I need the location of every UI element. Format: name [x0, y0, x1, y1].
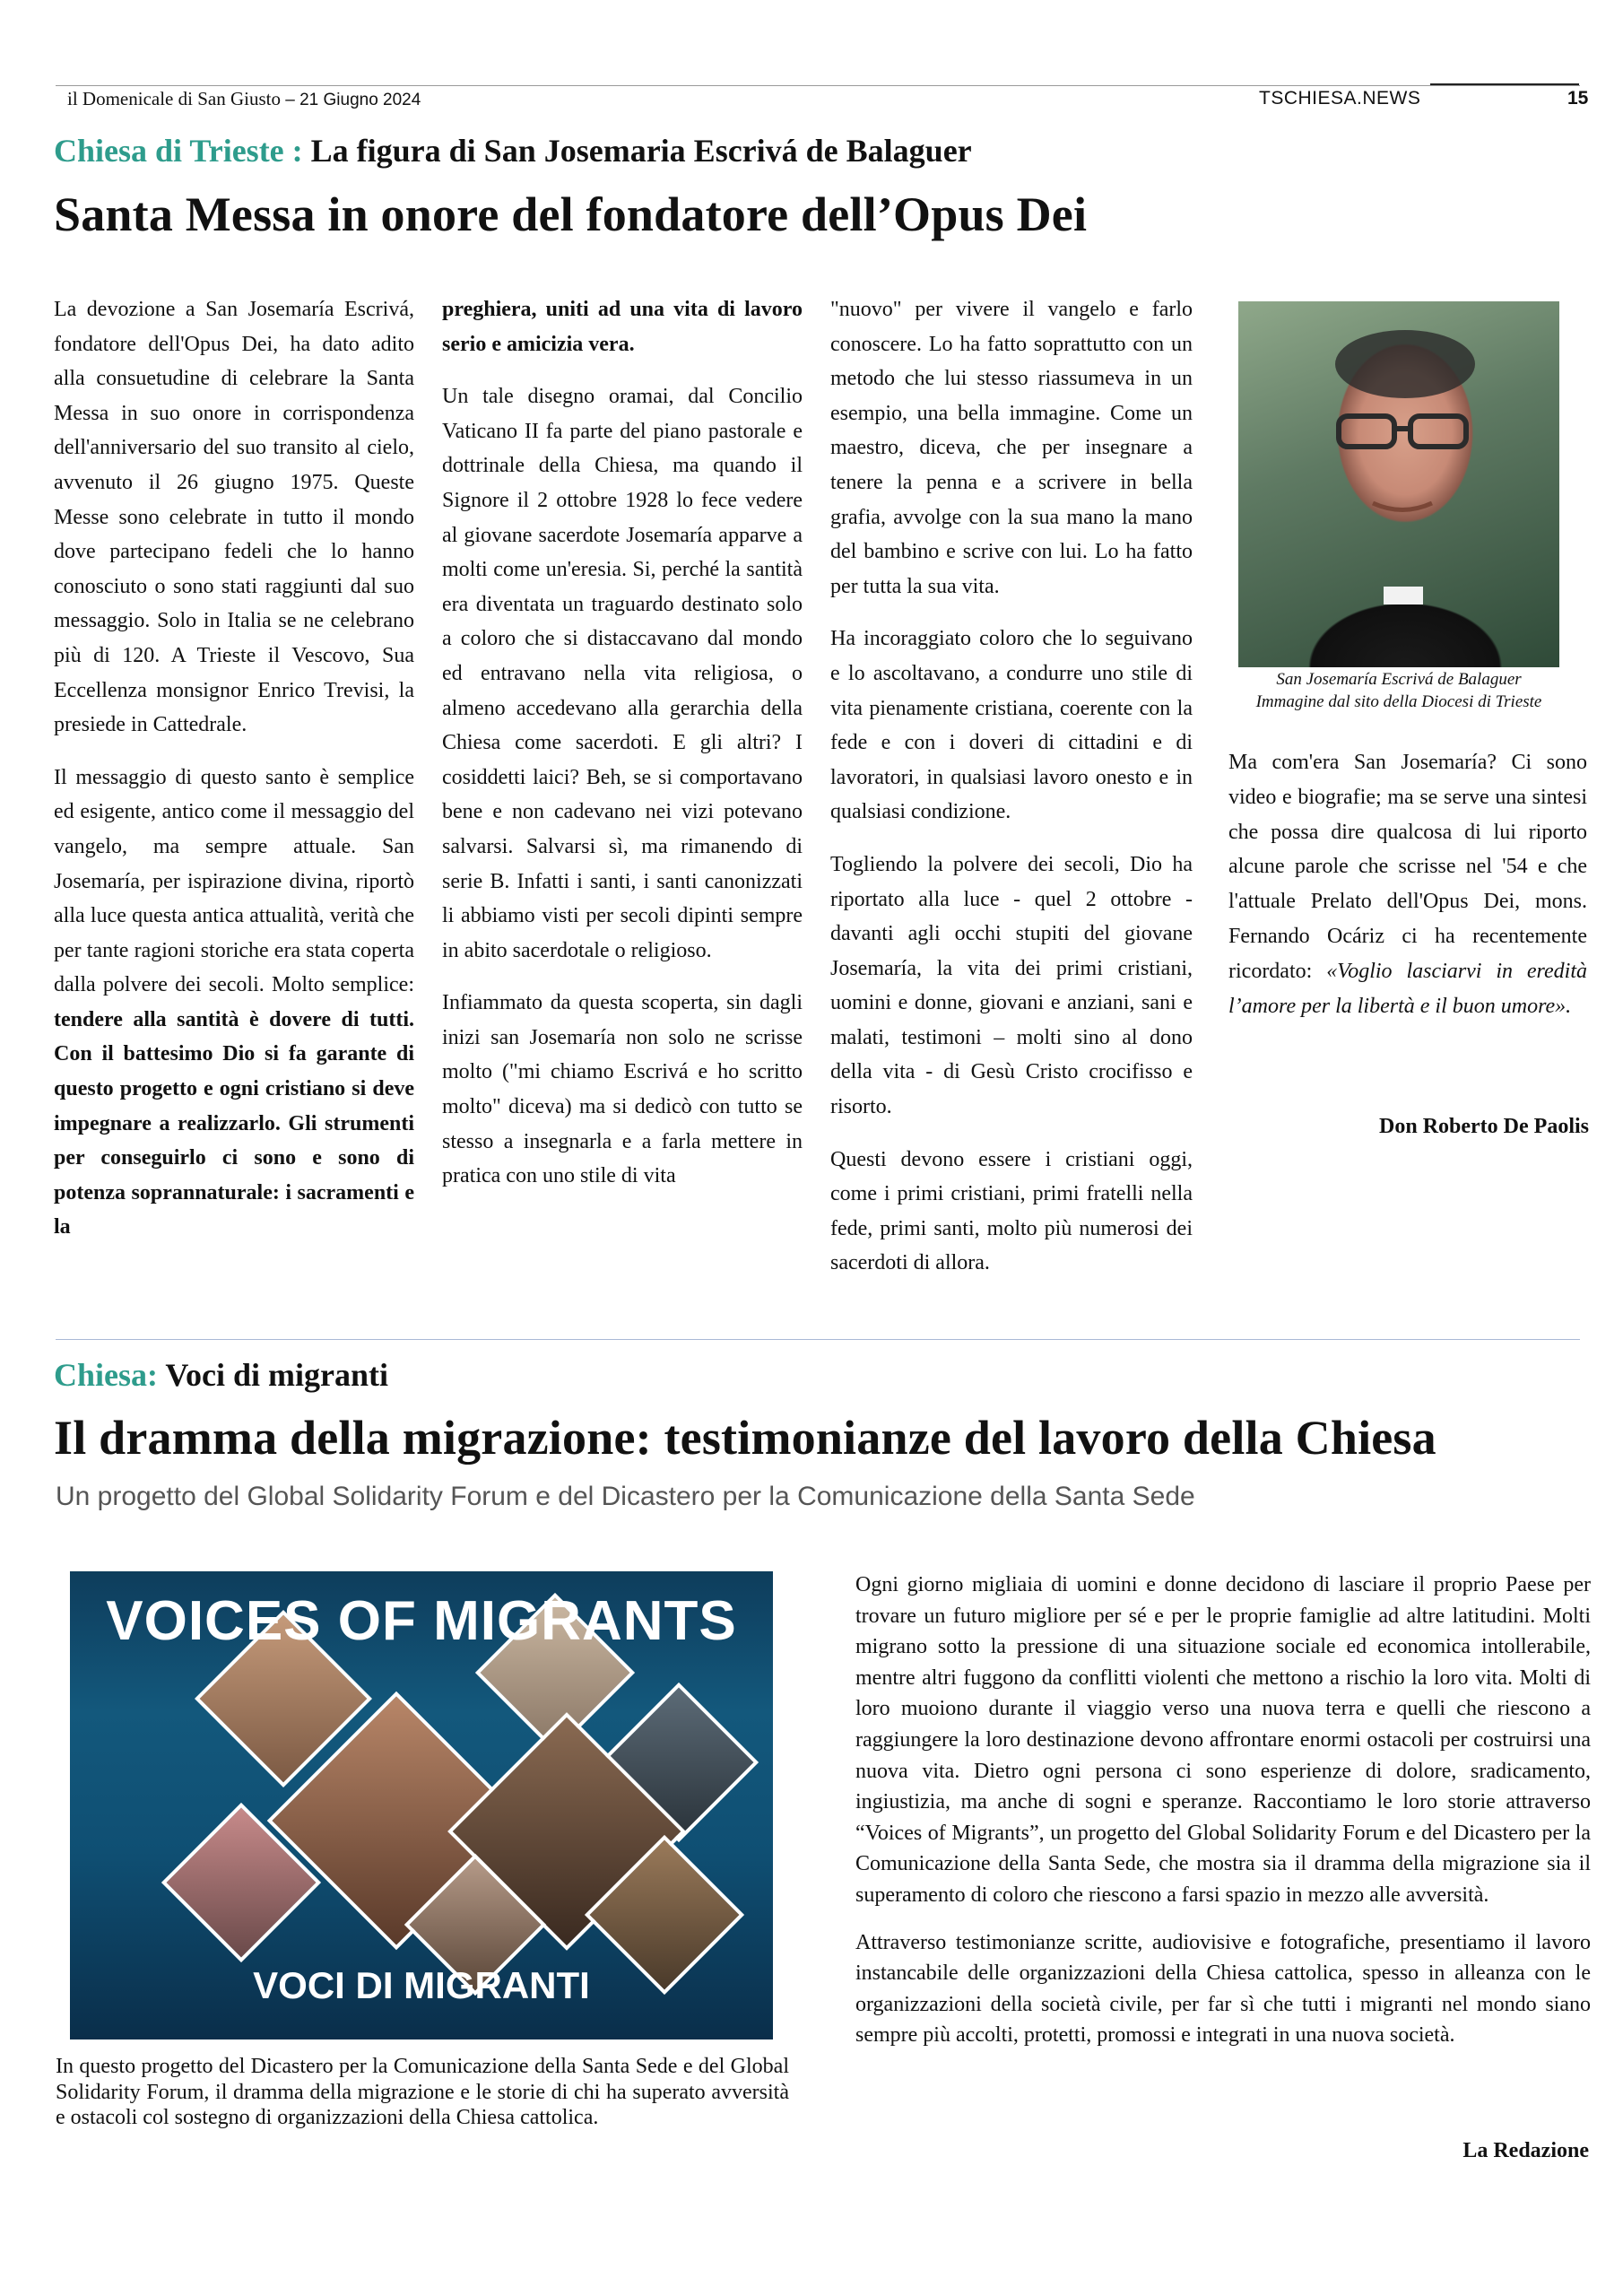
site-name: TSCHIESA.NEWS [1259, 88, 1421, 109]
portrait-caption [1228, 668, 1569, 713]
header-rule [56, 85, 1580, 86]
article1-col1-paragraph [54, 761, 414, 1245]
migrants-image-caption: In questo progetto del Dicastero per la Comunicazione della Santa Sede e del Global Solidarity Forum, il dramma della migrazione e le storie di chi ha superato avversità e ostacoli col sostegno di organizzazioni della Chiesa cattolica. [56, 2055, 789, 2130]
article1-column-1 [54, 292, 414, 1263]
portrait-illustration [1238, 301, 1559, 667]
article1-col2-bold-text: preghiera, uniti ad una vita di lavoro serio e amicizia vera. [442, 298, 803, 356]
voices-of-migrants-image [70, 1571, 773, 2039]
article2-signature: La Redazione [1462, 2139, 1589, 2162]
article1-col3-paragraph: Questi devono essere i cristiani oggi, come i primi cristiani, primi fratelli nella fede, primi santi, molto più numerosi dei sacerdoti di allora. [830, 1147, 1193, 1275]
article2-section: Chiesa: [54, 1357, 158, 1393]
article1-side-text [1228, 745, 1587, 1023]
article2-body [855, 1570, 1591, 2067]
image-subtitle-text: VOCI DI MIGRANTI [253, 1964, 590, 2006]
escriva-portrait-photo [1238, 301, 1559, 667]
article1-col1-paragraph: La devozione a San Josemaría Escrivá, fondatore dell'Opus Dei, ha dato adito alla consuetudine di celebrare la Santa Messa in suo onore in corrispondenza dell'anniversario del suo transito al cielo, avvenuto il 26 giugno 1975. Queste Messe sono celebrate in tutto il mondo dove partecipano fedeli che lo hanno conosciuto o sono stati raggiunti dal suo messaggio. Solo in Italia se ne celebrano più di 120. A Trieste il Vescovo, Sua Eccellenza monsignor Enrico Trevisi, la presiede in Cattedrale. [54, 298, 414, 737]
publication-info [67, 88, 421, 110]
portrait-caption-line2: Immagine dal sito della Diocesi di Trieste [1255, 692, 1542, 711]
publication-name: il Domenicale di San Giusto [67, 88, 281, 109]
portrait-caption-line1: San Josemaría Escrivá de Balaguer [1276, 670, 1522, 689]
article1-topic: La figura di San Josemaria Escrivá de Balaguer [302, 133, 972, 169]
article2-paragraph: Attraverso testimonianze scritte, audiovisive e fotografiche, presentiamo il lavoro instancabile delle organizzazioni della Chiesa cattolica, spesso in alleanza con le organizzazioni della società civile, per far sì che tutti i migranti nel mondo siano sempre più accolti, protetti, promossi e integrati in una nuova società. [855, 1930, 1591, 2048]
page-number: 15 [1567, 88, 1589, 109]
article1-signature: Don Roberto De Paolis [1379, 1115, 1589, 1138]
article1-section: Chiesa di Trieste : [54, 133, 303, 169]
article2-kicker [54, 1356, 388, 1394]
side-quote: «Voglio lasciarvi in eredità l’amore per la libertà e il buon umore». [1228, 959, 1587, 1018]
article2-title: Il dramma della migrazione: testimonianze del lavoro della Chiesa [54, 1411, 1436, 1465]
header-page-rule [1430, 83, 1579, 85]
article1-title: Santa Messa in onore del fondatore dell’Opus Dei [54, 187, 1088, 241]
article1-col3-paragraph: "nuovo" per vivere il vangelo e farlo conoscere. Lo ha fatto soprattutto con un metodo che lui stesso riassumeva in un esempio, una bella immagine. Come un maestro, diceva, che per insegnare a tenere la penna e a scrivere in bella grafia, avvolge con la sua mano la mano del bambino e scrive con lui. Lo ha fatto per tutta la sua vita. [830, 298, 1193, 598]
article1-column-2 [442, 292, 803, 1212]
article1-col1-bold-text: tendere alla santità è dovere di tutti. Con il battesimo Dio si fa garante di questo progetto e ogni cristiano si deve impegnare a realizzarlo. Gli strumenti per conseguirlo ci sono e sono di potenza soprannaturale: i sacramenti e la [54, 1007, 414, 1239]
article1-column-3 [830, 292, 1193, 1299]
issue-date: – 21 Giugno 2024 [280, 91, 421, 109]
article1-kicker [54, 132, 972, 170]
article1-col1-text: Il messaggio di questo santo è semplice ed esigente, antico come il messaggio del vangelo, ma sempre attuale. San Josemaría, per ispirazione divina, riportò alla luce questa antica attualità, verità che per tante ragioni storiche era stata coperta dalla polvere dei secoli. Molto semplice: [54, 765, 414, 997]
side-text: Ma com'era San Josemaría? Ci sono video e biografie; ma se serve una sintesi che possa dire qualcosa di lui riporto alcune parole che scrisse nel '54 e che l'attuale Prelato dell'Opus Dei, mons. Fernando Ocáriz ci ha recentemente ricordato: [1228, 751, 1587, 983]
image-title-text: VOICES OF MIGRANTS [106, 1590, 737, 1652]
article2-subtitle: Un progetto del Global Solidarity Forum e del Dicastero per la Comunicazione della Santa Sede [56, 1482, 1195, 1511]
section-divider [56, 1339, 1580, 1340]
article1-col2-paragraph: Infiammato da questa scoperta, sin dagli inizi san Josemaría non solo ne scrisse molto ("mi chiamo Escrivá e ho scritto molto" diceva) ma si dedicò con tutto se stesso a insegnarla e a farla mettere in pratica con uno stile di vita [442, 991, 803, 1188]
article2-topic: Voci di migranti [158, 1357, 389, 1393]
article1-col2-paragraph [442, 292, 803, 361]
article2-paragraph: Ogni giorno migliaia di uomini e donne decidono di lasciare il proprio Paese per trovare un futuro migliore per sé e per le proprie famiglie ad altre latitudini. Molti migrano sotto la pressione di una situazione sociale ed economica intollerabile, mentre altri fuggono da conflitti violenti che mettono a rischio la loro vita. Molti di loro muoiono durante il viaggio verso una nuova terra e quelli che riescono a raggiungere la loro destinazione devono affrontare enormi ostacoli per costruirsi una nuova vita. Dietro ogni persona ci sono esperienze di dolore, sradicamento, ingiustizia, ma anche di sogni e speranze. Raccontiamo le loro storie attraverso “Voices of Migrants”, un progetto del Global Solidarity Forum e del Dicastero per la Comunicazione della Santa Sede, che mostra sia il dramma della migrazione sia il superamento di coloro che riescono a farsi spazio in mezzo alle avversità. [855, 1573, 1591, 1907]
article1-col3-paragraph: Ha incoraggiato coloro che lo seguivano e lo ascoltavano, a condurre uno stile di vita pienamente cristiana, coerente con la fede e con i doveri di cittadini e di lavoratori, in qualsiasi lavoro onesto e in qualsiasi condizione. [830, 627, 1193, 824]
article1-col2-paragraph: Un tale disegno oramai, dal Concilio Vaticano II fa parte del piano pastorale e dottrinale della Chiesa, ma quando il Signore il 2 ottobre 1928 lo fece vedere al giovane sacerdote Josemaría apparve a molti come un'eresia. Si, perché la santità era diventata un traguardo destinato solo a coloro che si distaccavano dal mondo ed entravano nella vita religiosa, o almeno accedevano alla gerarchia della Chiesa come sacerdoti. E gli altri? I cosiddetti laici? Beh, se si comportavano bene e non cadevano nei vizi potevano salvarsi. Salvarsi sì, ma rimanendo di serie B. Infatti i santi, i santi canonizzati li abbiamo visti per secoli dipinti sempre in abito sacerdotale o religioso. [442, 385, 803, 962]
article1-col3-paragraph: Togliendo la polvere dei secoli, Dio ha riportato alla luce - quel 2 ottobre - davanti agli occhi stupiti del giovane Josemaría, la vita dei primi cristiani, uomini e donne, giovani e anziani, sani e malati, testimoni – molti sino al dono della vita - di Gesù Cristo crocifisso e risorto. [830, 852, 1193, 1119]
